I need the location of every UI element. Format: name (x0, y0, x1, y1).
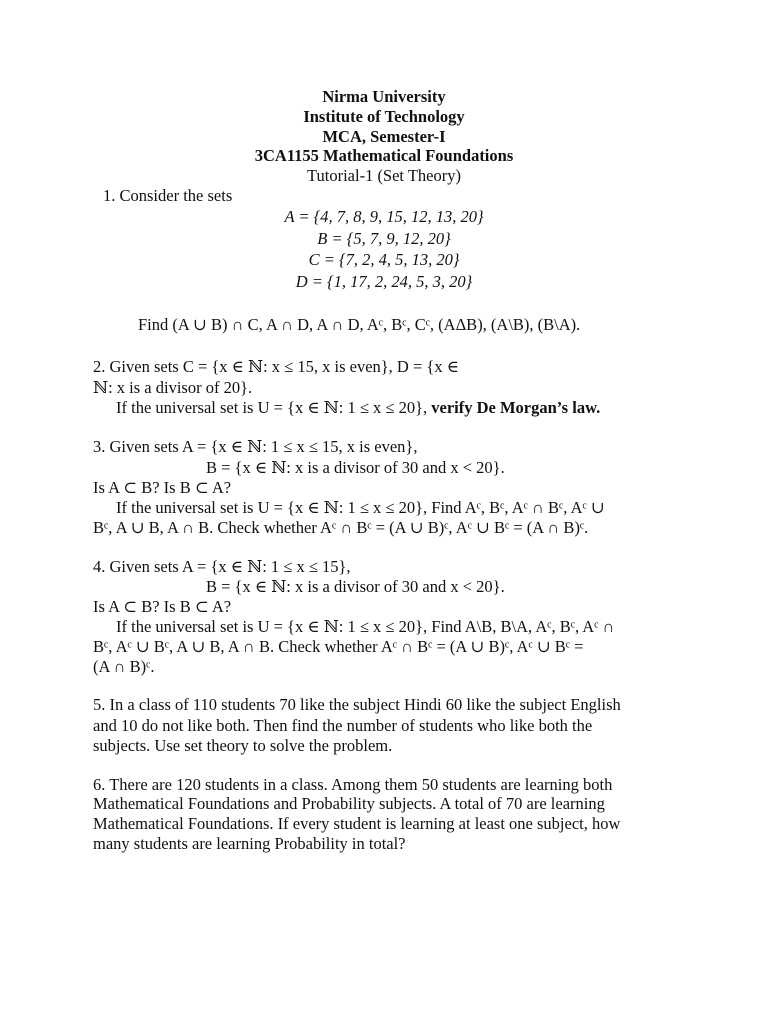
q6-line-3: Mathematical Foundations. If every student is learning at least one subject, how (93, 814, 621, 833)
q4-line-2: B = {x ∈ ℕ: x is a divisor of 30 and x < 20}. (206, 577, 505, 596)
q4-line-6: (A ∩ B)ᶜ. (93, 657, 155, 676)
q1-set-d: D = {1, 17, 2, 24, 5, 3, 20} (295, 272, 473, 291)
q3-line-1: 3. Given sets A = {x ∈ ℕ: 1 ≤ x ≤ 15, x is even}, (93, 437, 418, 456)
q4-line-1: 4. Given sets A = {x ∈ ℕ: 1 ≤ x ≤ 15}, (93, 557, 351, 576)
q3-line-3: Is A ⊂ B? Is B ⊂ A? (93, 478, 232, 497)
q6-line-4: many students are learning Probability in total? (93, 834, 406, 853)
q1-intro: 1. Consider the sets (103, 186, 233, 205)
q3-line-5: Bᶜ, A ∪ B, A ∩ B. Check whether Aᶜ ∩ Bᶜ = (A ∪ B)ᶜ, Aᶜ ∪ Bᶜ = (A ∩ B)ᶜ. (93, 518, 589, 537)
q2-line-3 (116, 398, 600, 418)
q5-line-3: subjects. Use set theory to solve the problem. (93, 736, 393, 755)
q1-set-b: B = {5, 7, 9, 12, 20} (317, 229, 451, 248)
q2-verify: verify De Morgan’s law. (427, 398, 601, 417)
university-name: Nirma University (322, 87, 446, 106)
q4-line-4: If the universal set is U = {x ∈ ℕ: 1 ≤ x ≤ 20}, Find A\B, B\A, Aᶜ, Bᶜ, Aᶜ ∩ (116, 617, 615, 636)
q6-line-2: Mathematical Foundations and Probability subjects. A total of 70 are learning (93, 794, 605, 813)
institute-name: Institute of Technology (303, 107, 465, 126)
course-title: 3CA1155 Mathematical Foundations (254, 146, 514, 165)
q5-line-1: 5. In a class of 110 students 70 like the subject Hindi 60 like the subject English (93, 695, 621, 714)
q1-set-a: A = {4, 7, 8, 9, 15, 12, 13, 20} (284, 207, 484, 226)
q6-line-1: 6. There are 120 students in a class. Among them 50 students are learning both (93, 775, 613, 794)
q2-universal-set: If the universal set is U = {x ∈ ℕ: 1 ≤ x ≤ 20}, (116, 398, 428, 417)
q4-line-5: Bᶜ, Aᶜ ∪ Bᶜ, A ∪ B, A ∩ B. Check whether Aᶜ ∩ Bᶜ = (A ∪ B)ᶜ, Aᶜ ∪ Bᶜ = (93, 637, 584, 656)
program-name: MCA, Semester-I (322, 127, 446, 146)
q1-find: Find (A ∪ B) ∩ C, A ∩ D, A ∩ D, Aᶜ, Bᶜ, Cᶜ, (AΔB), (A\B), (B\A). (138, 315, 581, 334)
q2-line-1: 2. Given sets C = {x ∈ ℕ: x ≤ 15, x is even}, D = {x ∈ (93, 357, 459, 376)
q1-set-c: C = {7, 2, 4, 5, 13, 20} (308, 250, 460, 269)
q3-line-2: B = {x ∈ ℕ: x is a divisor of 30 and x < 20}. (206, 458, 505, 477)
q4-line-3: Is A ⊂ B? Is B ⊂ A? (93, 597, 232, 616)
q5-line-2: and 10 do not like both. Then find the number of students who like both the (93, 716, 593, 735)
q2-line-2: ℕ: x is a divisor of 20}. (93, 378, 253, 397)
tutorial-title: Tutorial-1 (Set Theory) (307, 166, 461, 185)
q3-line-4: If the universal set is U = {x ∈ ℕ: 1 ≤ x ≤ 20}, Find Aᶜ, Bᶜ, Aᶜ ∩ Bᶜ, Aᶜ ∪ (116, 498, 605, 517)
